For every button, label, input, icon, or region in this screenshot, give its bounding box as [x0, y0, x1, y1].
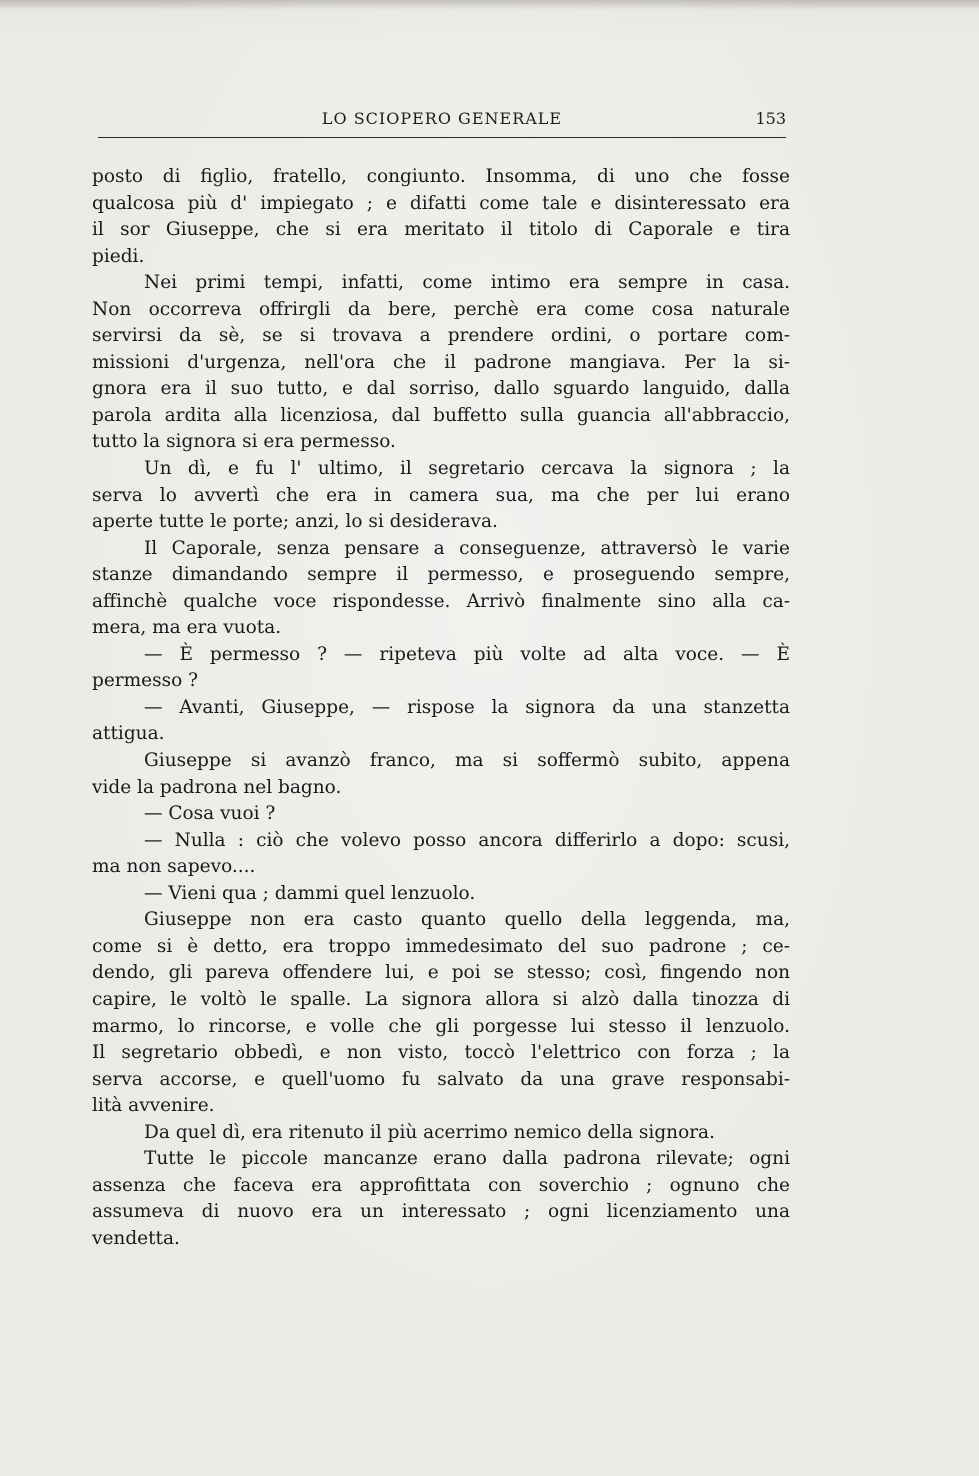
- text-line: Nei primi tempi, infatti, come intimo era sempre in casa.: [144, 272, 790, 294]
- running-title: LO SCIOPERO GENERALE: [321, 109, 563, 128]
- text-line: affinchè qualche voce rispondesse. Arrivò finalmente sino alla ca-: [92, 590, 790, 612]
- text-line: vide la padrona nel bagno.: [92, 776, 342, 798]
- text-line: serva accorse, e quell'uomo fu salvato da una grave responsabi-: [92, 1068, 790, 1090]
- text-line: dendo, gli pareva offendere lui, e poi se stesso; così, fingendo non: [92, 962, 790, 984]
- page-header: [98, 109, 786, 139]
- text-line: Non occorreva offrirgli da bere, perchè era come cosa naturale: [92, 298, 790, 320]
- text-line: attigua.: [92, 723, 165, 745]
- text-line: ma non sapevo....: [92, 856, 256, 878]
- body-text: [92, 164, 790, 1252]
- header-rule: [98, 137, 786, 138]
- text-line: tutto la signora si era permesso.: [92, 431, 396, 453]
- page-number: 153: [755, 109, 786, 128]
- text-line: missioni d'urgenza, nell'ora che il padrone mangiava. Per la si-: [92, 351, 790, 373]
- text-line: Da quel dì, era ritenuto il più acerrimo nemico della signora.: [144, 1121, 715, 1143]
- text-line: parola ardita alla licenziosa, dal buffetto sulla guancia all'abbraccio,: [92, 404, 790, 426]
- text-line: — Cosa vuoi ?: [144, 803, 276, 825]
- text-line: marmo, lo rincorse, e volle che gli porgesse lui stesso il lenzuolo.: [92, 1015, 790, 1037]
- text-line: piedi.: [92, 245, 145, 267]
- text-line: stanze dimandando sempre il permesso, e proseguendo sempre,: [92, 564, 790, 586]
- text-line: posto di figlio, fratello, congiunto. Insomma, di uno che fosse: [92, 166, 790, 187]
- text-line: — È permesso ? — ripeteva più volte ad alta voce. — È: [144, 643, 790, 665]
- text-line: capire, le voltò le spalle. La signora allora si alzò dalla tinozza di: [92, 988, 790, 1010]
- text-line: — Avanti, Giuseppe, — rispose la signora da una stanzetta: [144, 696, 790, 718]
- text-line: serva lo avvertì che era in camera sua, ma che per lui erano: [92, 484, 790, 506]
- text-line: aperte tutte le porte; anzi, lo si desiderava.: [92, 511, 498, 533]
- text-line: Un dì, e fu l' ultimo, il segretario cercava la signora ; la: [144, 458, 790, 480]
- text-line: assenza che faceva era approfittata con soverchio ; ognuno che: [92, 1174, 790, 1196]
- text-line: mera, ma era vuota.: [92, 617, 282, 639]
- text-line: — Nulla : ciò che volevo posso ancora differirlo a dopo: scusi,: [144, 829, 790, 851]
- text-line: qualcosa più d' impiegato ; e difatti come tale e disinteressato era: [92, 192, 790, 214]
- text-line: Il Caporale, senza pensare a conseguenze, attraversò le varie: [144, 537, 790, 559]
- text-line: Giuseppe non era casto quanto quello della leggenda, ma,: [144, 909, 790, 931]
- text-line: Il segretario obbedì, e non visto, toccò l'elettrico con forza ; la: [92, 1042, 790, 1064]
- text-line: gnora era il suo tutto, e dal sorriso, dallo sguardo languido, dalla: [92, 378, 790, 400]
- text-line: permesso ?: [92, 670, 199, 692]
- text-line: come si è detto, era troppo immedesimato del suo padrone ; ce-: [92, 935, 790, 957]
- text-line: lità avvenire.: [92, 1095, 215, 1117]
- text-line: Tutte le piccole mancanze erano dalla padrona rilevate; ogni: [144, 1148, 790, 1170]
- text-line: servirsi da sè, se si trovava a prendere ordini, o portare com-: [92, 325, 790, 347]
- text-line: Giuseppe si avanzò franco, ma si soffermò subito, appena: [144, 750, 790, 772]
- text-line: assumeva di nuovo era un interessato ; ogni licenziamento una: [92, 1201, 790, 1223]
- text-line: il sor Giuseppe, che si era meritato il titolo di Caporale e tira: [92, 219, 790, 241]
- text-line: — Vieni qua ; dammi quel lenzuolo.: [144, 882, 476, 904]
- text-line: vendetta.: [92, 1227, 180, 1249]
